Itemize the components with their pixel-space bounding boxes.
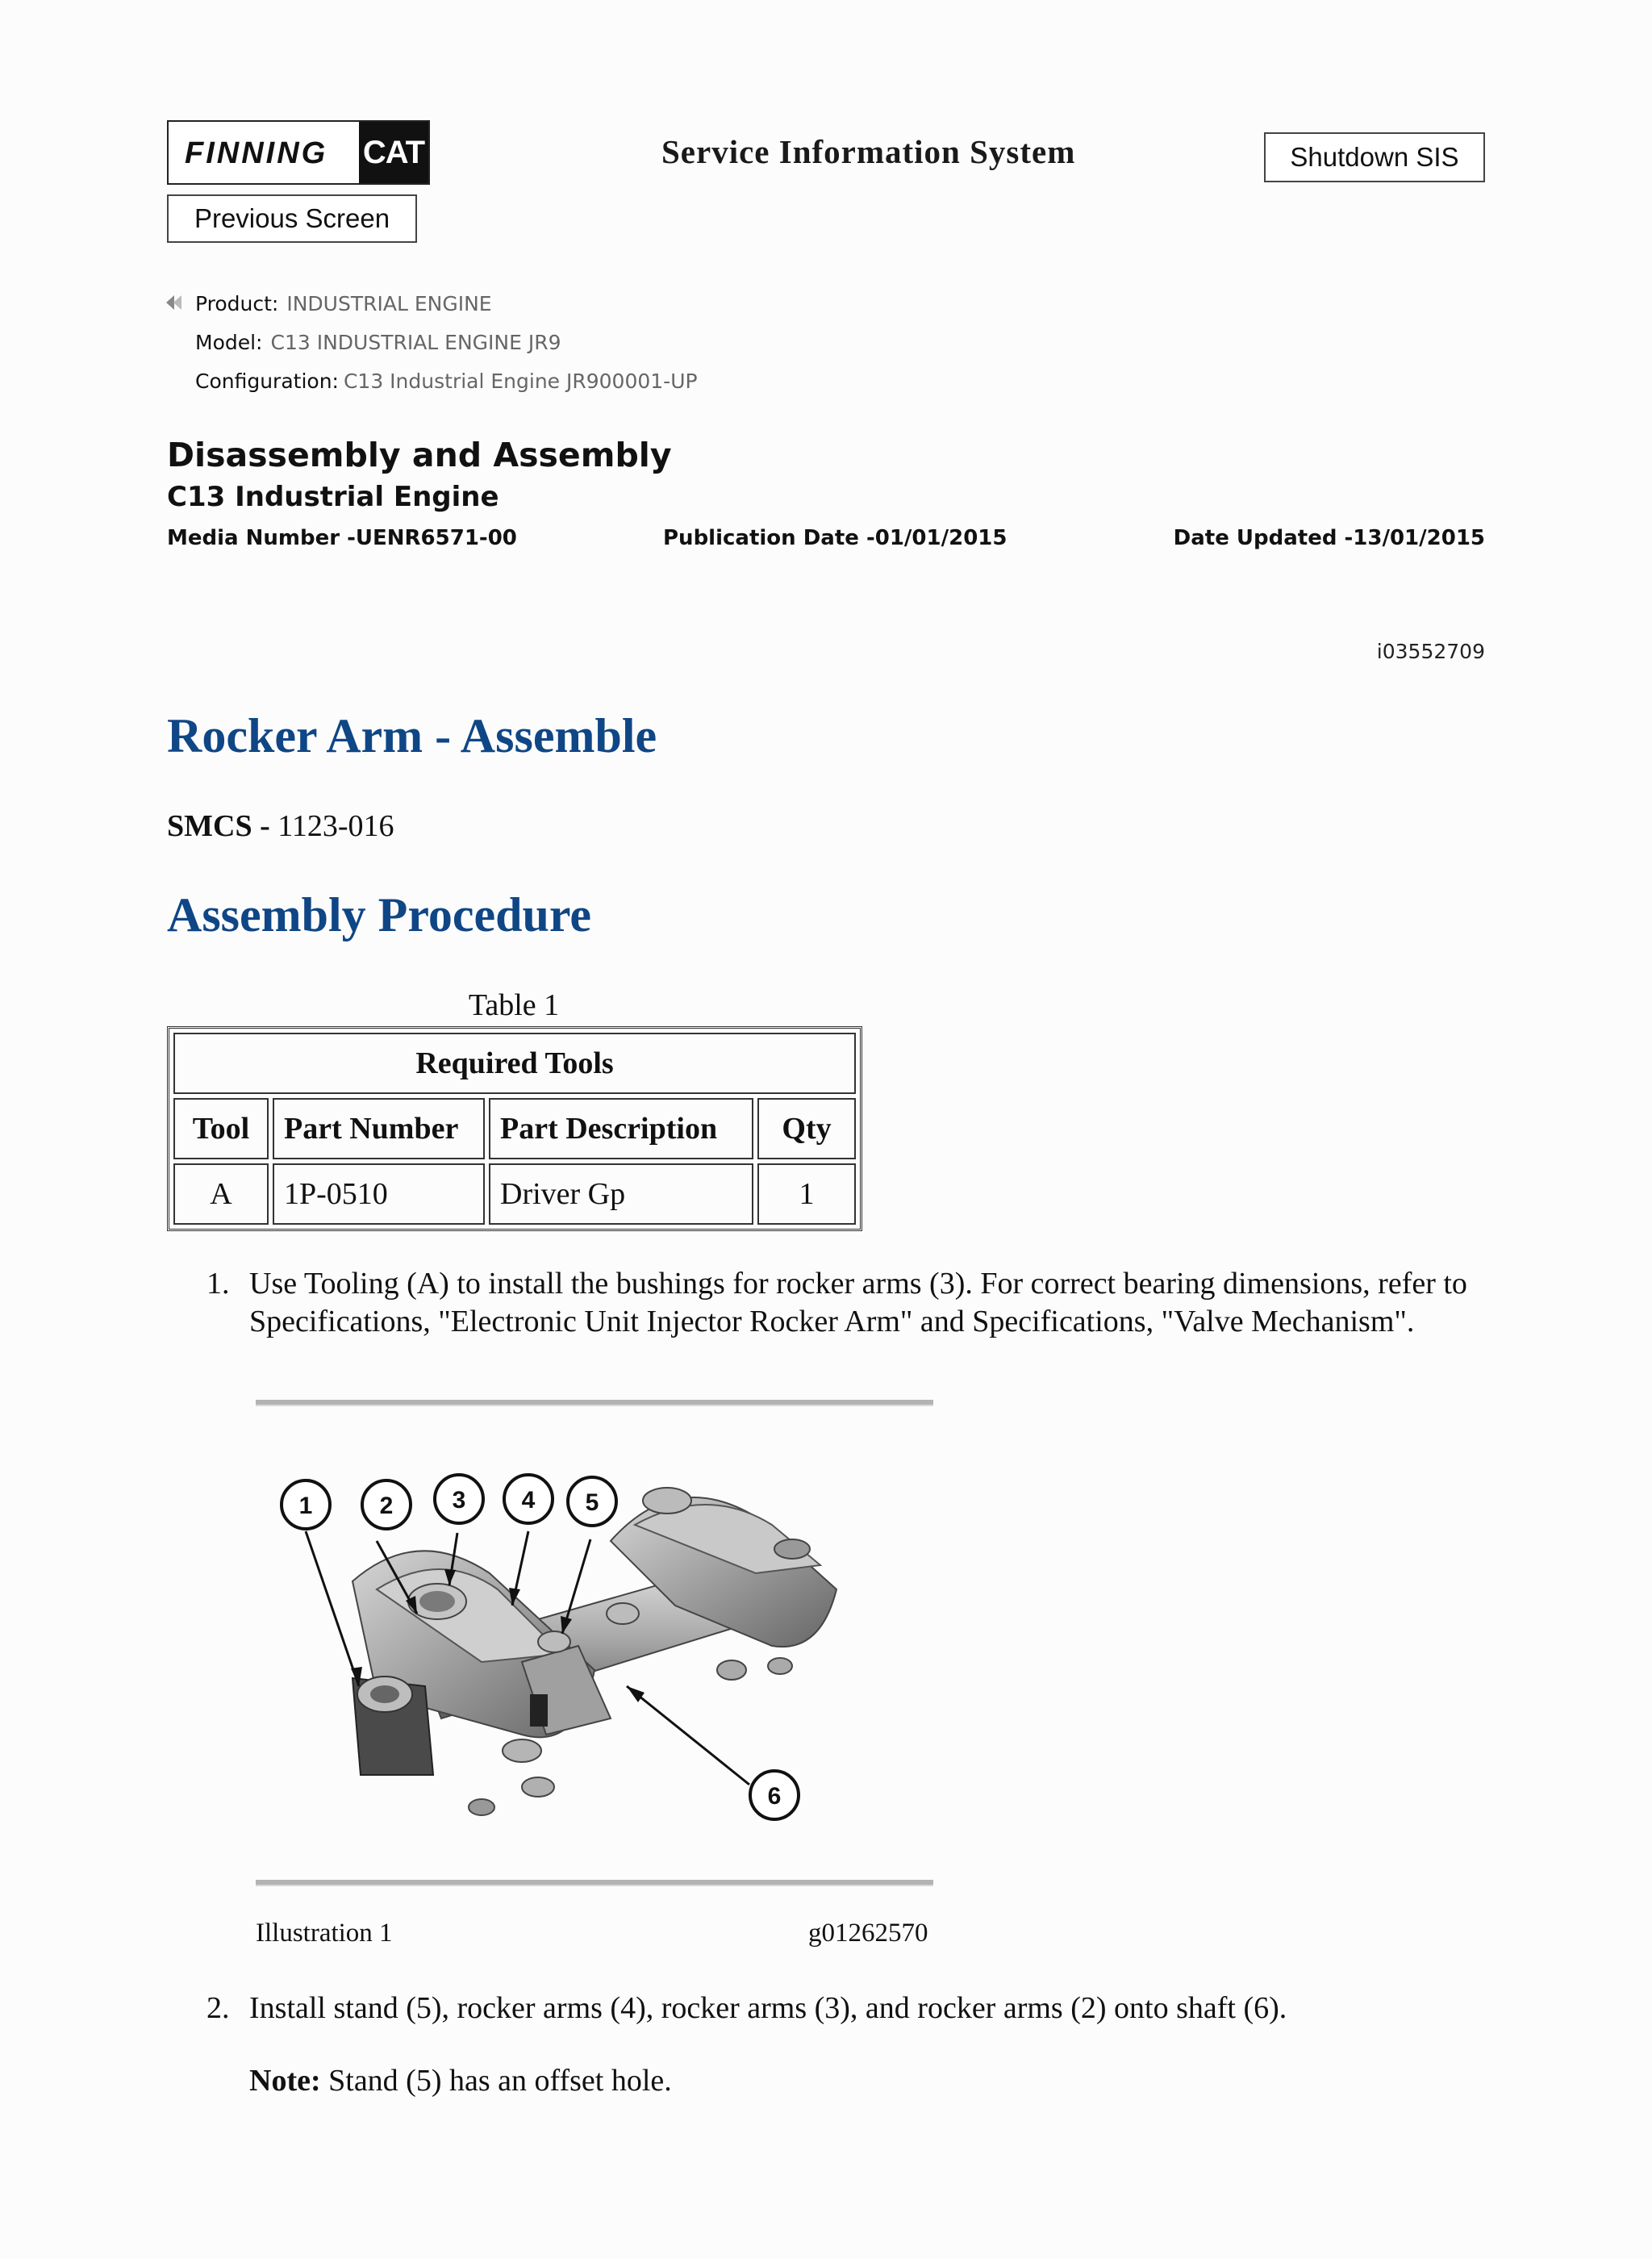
model-value: C13 INDUSTRIAL ENGINE JR9 <box>270 331 561 354</box>
table-cell: Driver Gp <box>489 1163 753 1225</box>
illustration-graphic-id: g01262570 <box>808 1919 928 1948</box>
table-header: Tool <box>173 1098 269 1159</box>
product-value: INDUSTRIAL ENGINE <box>286 292 492 315</box>
callout-label: 4 <box>521 1487 536 1514</box>
table-header-row <box>173 1098 856 1159</box>
table-cell: 1P-0510 <box>273 1163 485 1225</box>
required-tools-table <box>167 1026 862 1231</box>
procedure-heading: Assembly Procedure <box>167 888 592 942</box>
table-row <box>173 1163 856 1225</box>
section-heading: Rocker Arm - Assemble <box>167 709 657 762</box>
rocker-arm-assembly-illustration <box>256 1452 933 1856</box>
smcs-value: 1123-016 <box>277 809 394 843</box>
document-id: i03552709 <box>1376 640 1485 663</box>
callout-label: 6 <box>767 1783 782 1810</box>
configuration-row <box>195 370 698 393</box>
shutdown-sis-button[interactable]: Shutdown SIS <box>1264 132 1485 182</box>
illustration-bottom-rule <box>256 1880 933 1886</box>
model-label: Model: <box>195 331 263 354</box>
configuration-label: Configuration: <box>195 370 339 393</box>
cat-logo-badge: CAT <box>359 122 428 183</box>
callout-label: 3 <box>452 1487 466 1514</box>
previous-screen-button[interactable]: Previous Screen <box>167 194 417 243</box>
callout-label: 2 <box>379 1493 394 1519</box>
step-number: 2. <box>206 1991 230 2025</box>
table-cell: 1 <box>757 1163 856 1225</box>
finning-logo-text: FINNING <box>185 136 328 170</box>
table-header: Part Description <box>489 1098 753 1159</box>
callout-label: 1 <box>298 1493 313 1519</box>
system-title: Service Information System <box>661 133 1076 170</box>
illustration-top-rule <box>256 1400 933 1406</box>
step-1 <box>206 1265 1508 1341</box>
table-caption: Table 1 <box>468 988 560 1022</box>
illustration-caption: Illustration 1 <box>256 1919 393 1948</box>
back-arrow-icon[interactable] <box>165 294 182 311</box>
table-header: Part Number <box>273 1098 485 1159</box>
smcs-label: SMCS - <box>167 809 270 843</box>
table-cell: A <box>173 1163 269 1225</box>
table-header: Qty <box>757 1098 856 1159</box>
step-text: Use Tooling (A) to install the bushings for rocker arms (3). For correct bearing dimensions, refer to Specifications, "Electronic Unit Injector Rocker Arm" and Specifications, "Valve Mechanism". <box>249 1267 1467 1338</box>
model-row <box>195 331 561 354</box>
note-text: Stand (5) has an offset hole. <box>328 2064 672 2098</box>
step-2 <box>206 1990 1508 2027</box>
step-number: 1. <box>206 1267 230 1301</box>
configuration-value: C13 Industrial Engine JR900001-UP <box>343 370 698 393</box>
finning-cat-logo <box>167 120 430 185</box>
document-subtitle: C13 Industrial Engine <box>167 481 499 513</box>
step-text: Install stand (5), rocker arms (4), rocker arms (3), and rocker arms (2) onto shaft (6). <box>249 1991 1287 2025</box>
document-title: Disassembly and Assembly <box>167 436 672 474</box>
date-updated: Date Updated -13/01/2015 <box>1173 526 1485 550</box>
media-number: Media Number -UENR6571-00 <box>167 526 517 550</box>
table-title: Required Tools <box>173 1033 856 1094</box>
product-row <box>195 292 492 315</box>
product-label: Product: <box>195 292 279 315</box>
smcs-code <box>167 808 394 844</box>
callout-label: 5 <box>585 1489 599 1516</box>
note-label: Note: <box>249 2064 321 2098</box>
step-2-note <box>249 2062 1508 2100</box>
publication-date: Publication Date -01/01/2015 <box>663 526 1007 550</box>
